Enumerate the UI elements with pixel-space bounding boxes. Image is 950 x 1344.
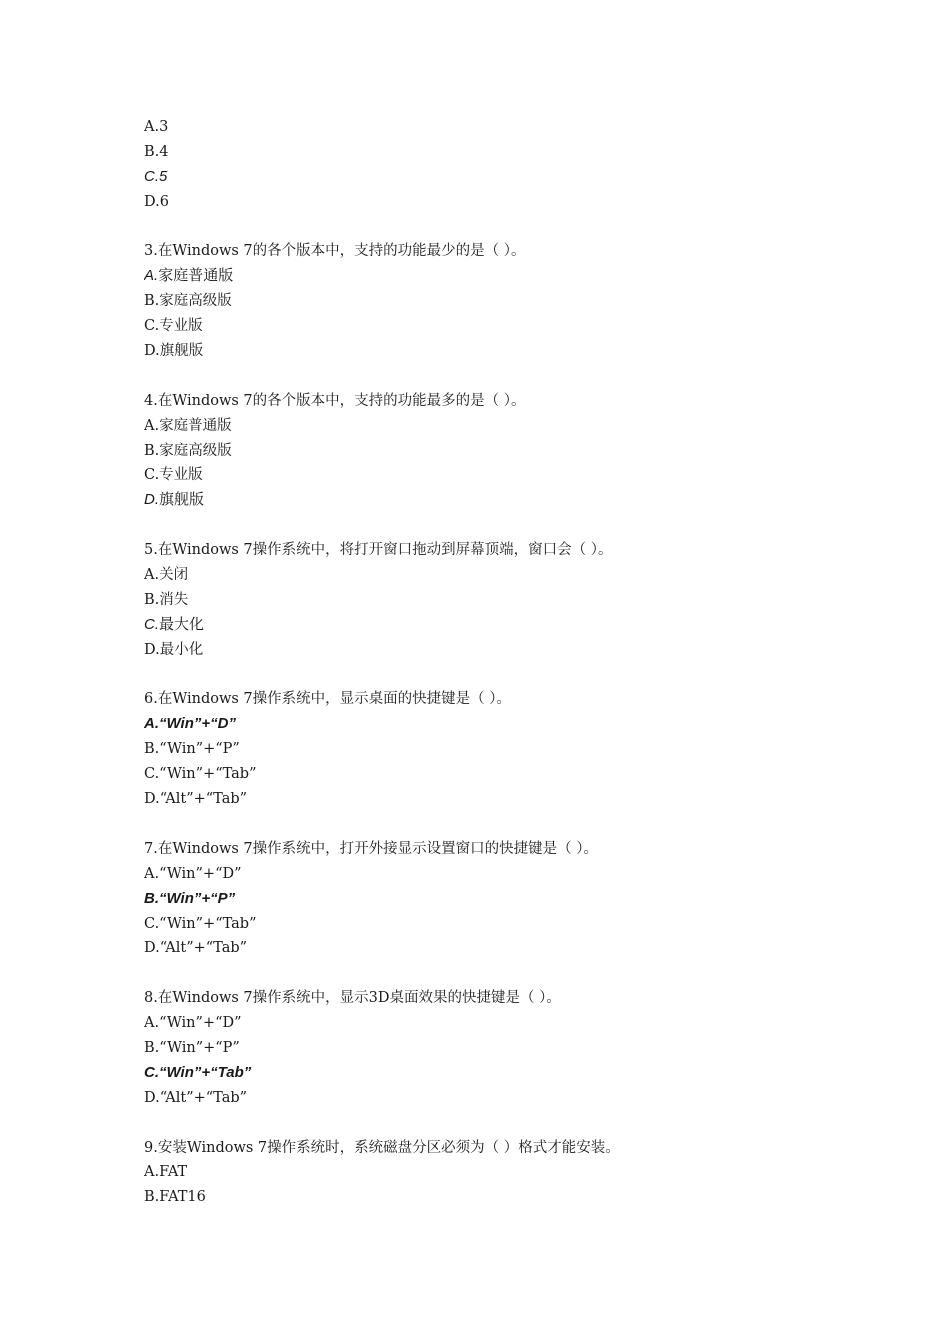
option-letter: C.5 (144, 167, 168, 185)
answer-option (144, 264, 884, 289)
answer-option: A.“Win”+“D” (144, 715, 236, 733)
spacer (144, 1111, 884, 1136)
option-letter: C. (144, 615, 159, 633)
option: D.“Alt”+“Tab” (144, 940, 248, 957)
question-list (144, 115, 884, 1210)
option-letter: D. (144, 491, 159, 509)
question-stem: 3.在Windows 7的各个版本中，支持的功能最少的是（ ）。 (144, 243, 526, 260)
option: D.“Alt”+“Tab” (144, 1089, 248, 1106)
option: D.6 (144, 193, 169, 210)
answer-option (144, 488, 884, 513)
option: A.FAT (144, 1164, 188, 1181)
option: C.专业版 (144, 467, 203, 484)
option: C.专业版 (144, 318, 203, 335)
question-stem: 7.在Windows 7操作系统中，打开外接显示设置窗口的快捷键是（ ）。 (144, 840, 599, 857)
question-stem: 4.在Windows 7的各个版本中，支持的功能最多的是（ ）。 (144, 392, 526, 409)
option: B.“Win”+“P” (144, 741, 240, 758)
option-text: 家庭普通版 (158, 267, 234, 285)
option: B.家庭高级版 (144, 442, 232, 459)
option: B.FAT16 (144, 1189, 206, 1206)
spacer (144, 513, 884, 538)
option: D.最小化 (144, 641, 204, 658)
option: A.关闭 (144, 567, 189, 584)
option: B.消失 (144, 591, 189, 608)
option: B.家庭高级版 (144, 293, 232, 310)
answer-option (144, 613, 884, 638)
option: A.3 (144, 119, 169, 135)
question-stem: 6.在Windows 7操作系统中，显示桌面的快捷键是（ ）。 (144, 691, 512, 708)
spacer (144, 961, 884, 986)
option: A.家庭普通版 (144, 417, 232, 434)
option-text: 旗舰版 (159, 491, 205, 509)
question-stem: 9.安装Windows 7操作系统时，系统磁盘分区必须为（ ）格式才能安装。 (144, 1139, 620, 1156)
option: D.“Alt”+“Tab” (144, 791, 248, 808)
answer-option: C.“Win”+“Tab” (144, 1063, 252, 1081)
option-text: 最大化 (159, 615, 205, 633)
question-stem: 8.在Windows 7操作系统中，显示3D桌面效果的快捷键是（ ）。 (144, 990, 561, 1007)
option: C.“Win”+“Tab” (144, 766, 257, 783)
spacer (144, 663, 884, 688)
spacer (144, 364, 884, 389)
option: C.“Win”+“Tab” (144, 915, 257, 932)
option: A.“Win”+“D” (144, 865, 242, 882)
spacer (144, 812, 884, 837)
option: B.“Win”+“P” (144, 1039, 240, 1056)
option: B.4 (144, 143, 169, 160)
answer-option (144, 165, 884, 190)
question-stem: 5.在Windows 7操作系统中，将打开窗口拖动到屏幕顶端，窗口会（ ）。 (144, 542, 613, 559)
option: D.旗舰版 (144, 343, 204, 360)
answer-option: B.“Win”+“P” (144, 889, 236, 907)
option-letter: A. (144, 267, 159, 285)
spacer (144, 215, 884, 240)
option: A.“Win”+“D” (144, 1015, 242, 1032)
